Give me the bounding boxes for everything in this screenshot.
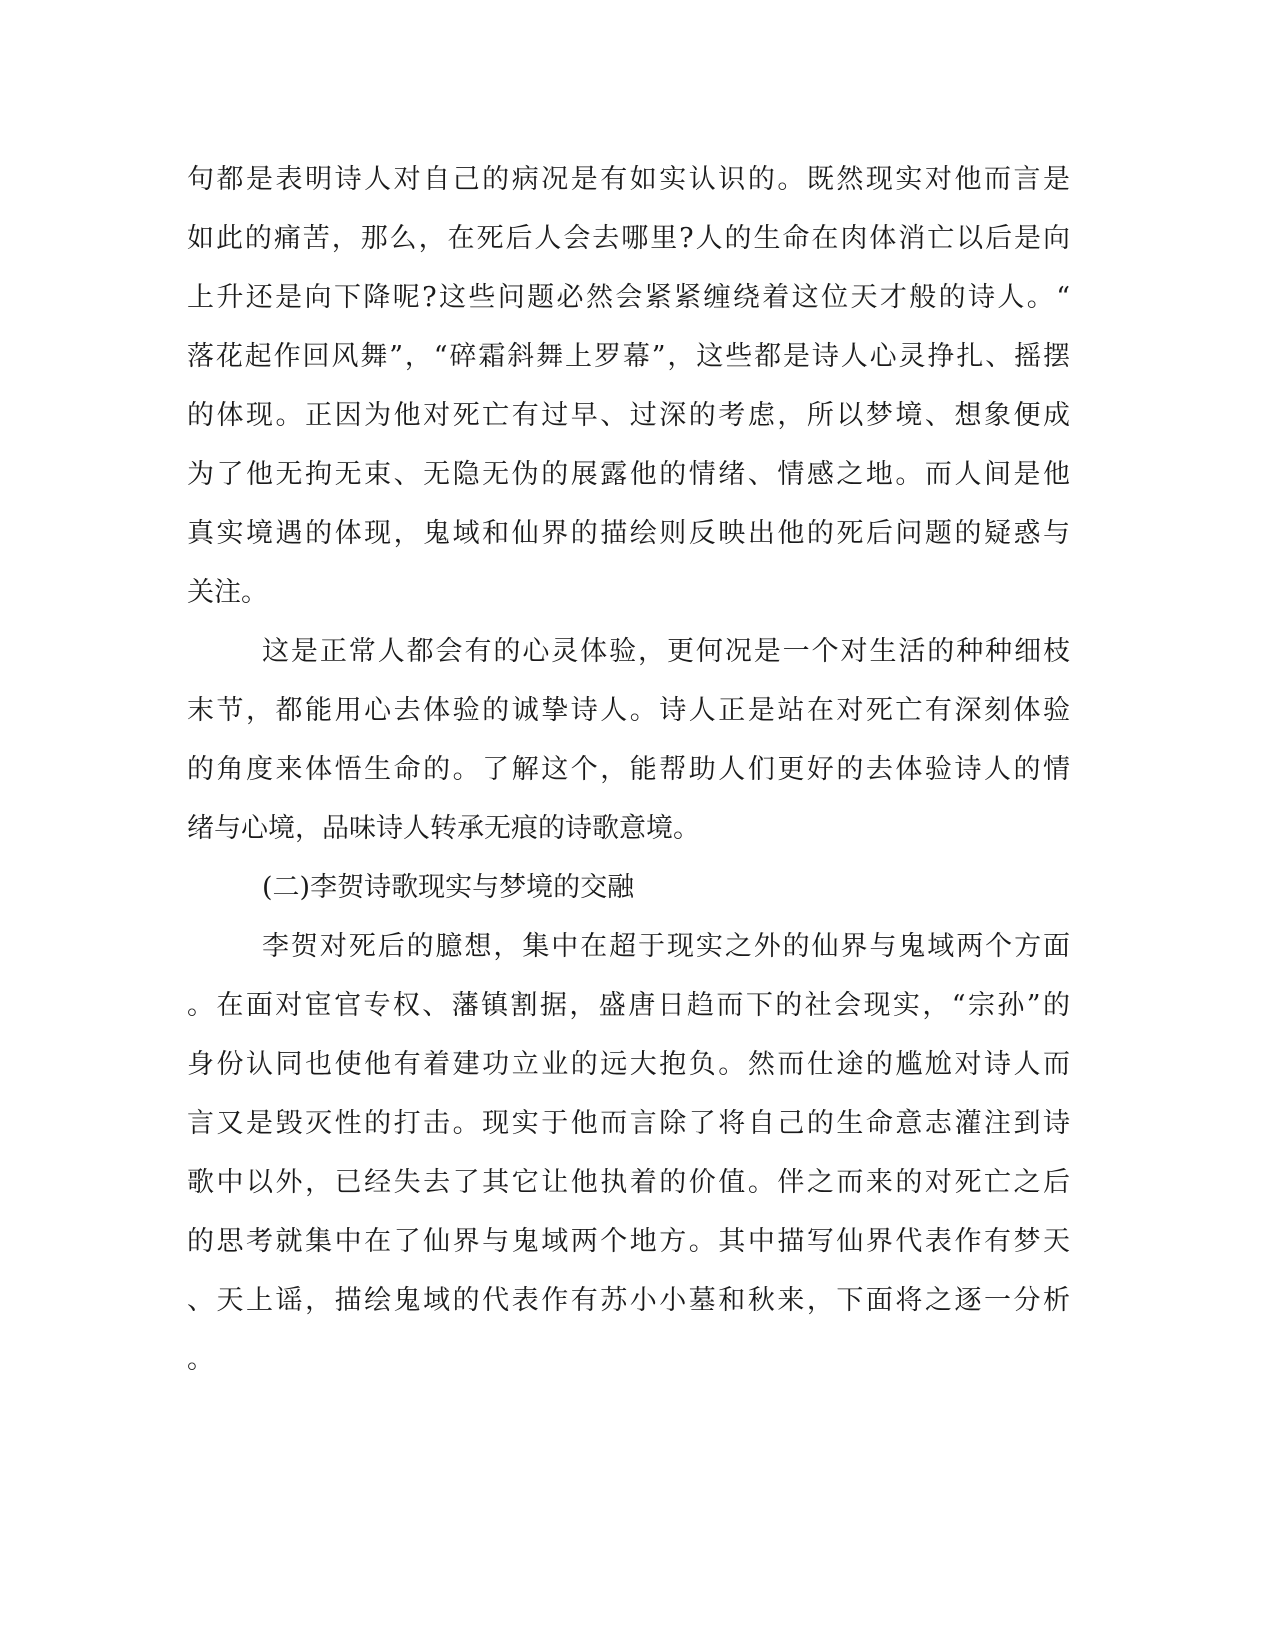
text-line: 的角度来体悟生命的。了解这个，能帮助人们更好的去体验诗人的情 — [187, 754, 1070, 785]
text-line: 身份认同也使他有着建功立业的远大抱负。然而仕途的尴尬对诗人而 — [187, 1049, 1070, 1080]
section-heading: (二)李贺诗歌现实与梦境的交融 — [262, 872, 635, 903]
text-line: 如此的痛苦，那么，在死后人会去哪里?人的生命在肉体消亡以后是向 — [187, 223, 1070, 254]
text-line: 真实境遇的体现，鬼域和仙界的描绘则反映出他的死后问题的疑惑与 — [187, 518, 1070, 549]
text-line: 关注。 — [187, 577, 268, 608]
text-line: 上升还是向下降呢?这些问题必然会紧紧缠绕着这位天才般的诗人。“ — [187, 282, 1070, 313]
text-line: 。 — [187, 1344, 214, 1375]
text-line: 句都是表明诗人对自己的病况是有如实认识的。既然现实对他而言是 — [187, 164, 1070, 195]
text-line: 绪与心境，品味诗人转承无痕的诗歌意境。 — [187, 813, 700, 844]
text-line: 歌中以外，已经失去了其它让他执着的价值。伴之而来的对死亡之后 — [187, 1167, 1070, 1198]
text-line: 的思考就集中在了仙界与鬼域两个地方。其中描写仙界代表作有梦天 — [187, 1226, 1070, 1257]
text-line: 的体现。正因为他对死亡有过早、过深的考虑，所以梦境、想象便成 — [187, 400, 1070, 431]
text-line: 。在面对宦官专权、藩镇割据，盛唐日趋而下的社会现实，“宗孙”的 — [187, 990, 1070, 1021]
text-line: 、天上谣，描绘鬼域的代表作有苏小小墓和秋来，下面将之逐一分析 — [187, 1285, 1070, 1316]
text-line: 这是正常人都会有的心灵体验，更何况是一个对生活的种种细枝 — [262, 636, 1070, 667]
text-line: 落花起作回风舞”，“碎霜斜舞上罗幕”，这些都是诗人心灵挣扎、摇摆 — [187, 341, 1070, 372]
text-line: 言又是毁灭性的打击。现实于他而言除了将自己的生命意志灌注到诗 — [187, 1108, 1070, 1139]
text-line: 末节，都能用心去体验的诚挚诗人。诗人正是站在对死亡有深刻体验 — [187, 695, 1070, 726]
text-line: 为了他无拘无束、无隐无伪的展露他的情绪、情感之地。而人间是他 — [187, 459, 1070, 490]
text-line: 李贺对死后的臆想，集中在超于现实之外的仙界与鬼域两个方面 — [262, 931, 1070, 962]
